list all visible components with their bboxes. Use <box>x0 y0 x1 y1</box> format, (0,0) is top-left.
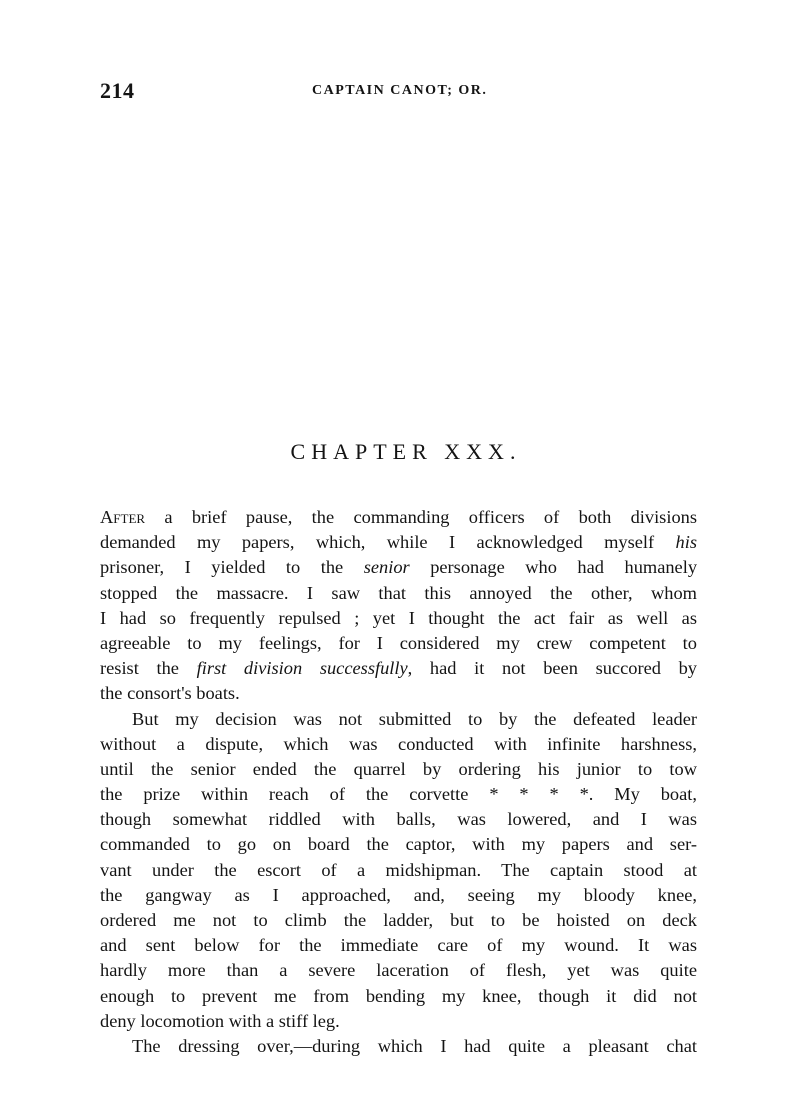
text-line-6: agreeable to my feelings, for I considered my crew competent to <box>100 632 697 653</box>
text-line-9: But my decision was not submitted to by the defeated leader <box>132 708 697 729</box>
text-line-8: the consort's boats. <box>100 683 240 704</box>
text-line-17: ordered me not to climb the ladder, but to be hoisted on deck <box>100 910 697 930</box>
page-number: 214 <box>100 78 135 103</box>
text-line-3: prisoner, I yielded to the senior personage who had humanely <box>100 557 697 578</box>
text-line-12: the prize within reach of the corvette * * * *. My boat, <box>100 784 697 805</box>
text-line-5: I had so frequently repulsed ; yet I thought the act fair as well as <box>100 607 697 628</box>
text-line-11: until the senior ended the quarrel by ordering his junior to tow <box>100 758 697 779</box>
text-line-22: The dressing over,—during which I had quite a pleasant chat <box>132 1035 697 1056</box>
text-line-15: vant under the escort of a midshipman. The captain stood at <box>100 859 697 880</box>
text-line-7: resist the first division successfully, had it not been succored by <box>100 658 697 679</box>
text-line-16: the gangway as I approached, and, seeing my bloody knee, <box>100 884 697 905</box>
italic-first-division: first division successfully <box>196 658 408 679</box>
text-line-19: hardly more than a severe laceration of flesh, yet was quite <box>100 960 697 981</box>
body-text <box>100 505 697 1059</box>
running-head <box>100 78 700 104</box>
italic-senior: senior <box>363 557 410 578</box>
text-line-2: demanded my papers, which, while I acknowledged myself his <box>100 532 697 553</box>
text-line-14: commanded to go on board the captor, with my papers and ser- <box>100 834 697 855</box>
text-line-18: and sent below for the immediate care of my wound. It was <box>100 935 697 956</box>
text-line-10: without a dispute, which was conducted with infinite harshness, <box>100 733 697 754</box>
text-line-21: deny locomotion with a stiff leg. <box>100 1010 340 1031</box>
drop-word: After <box>100 507 146 527</box>
text-line-20: enough to prevent me from bending my knee, though it did not <box>100 985 697 1006</box>
text-line-1: After a brief pause, the commanding officers of both divisions <box>100 507 697 527</box>
running-title: CAPTAIN CANOT; OR. <box>312 83 488 98</box>
italic-his: his <box>675 532 697 553</box>
text-line-4: stopped the massacre. I saw that this annoyed the other, whom <box>100 582 697 603</box>
chapter-title: CHAPTER XXX. <box>290 439 522 464</box>
text-line-13: though somewhat riddled with balls, was lowered, and I was <box>100 809 697 830</box>
